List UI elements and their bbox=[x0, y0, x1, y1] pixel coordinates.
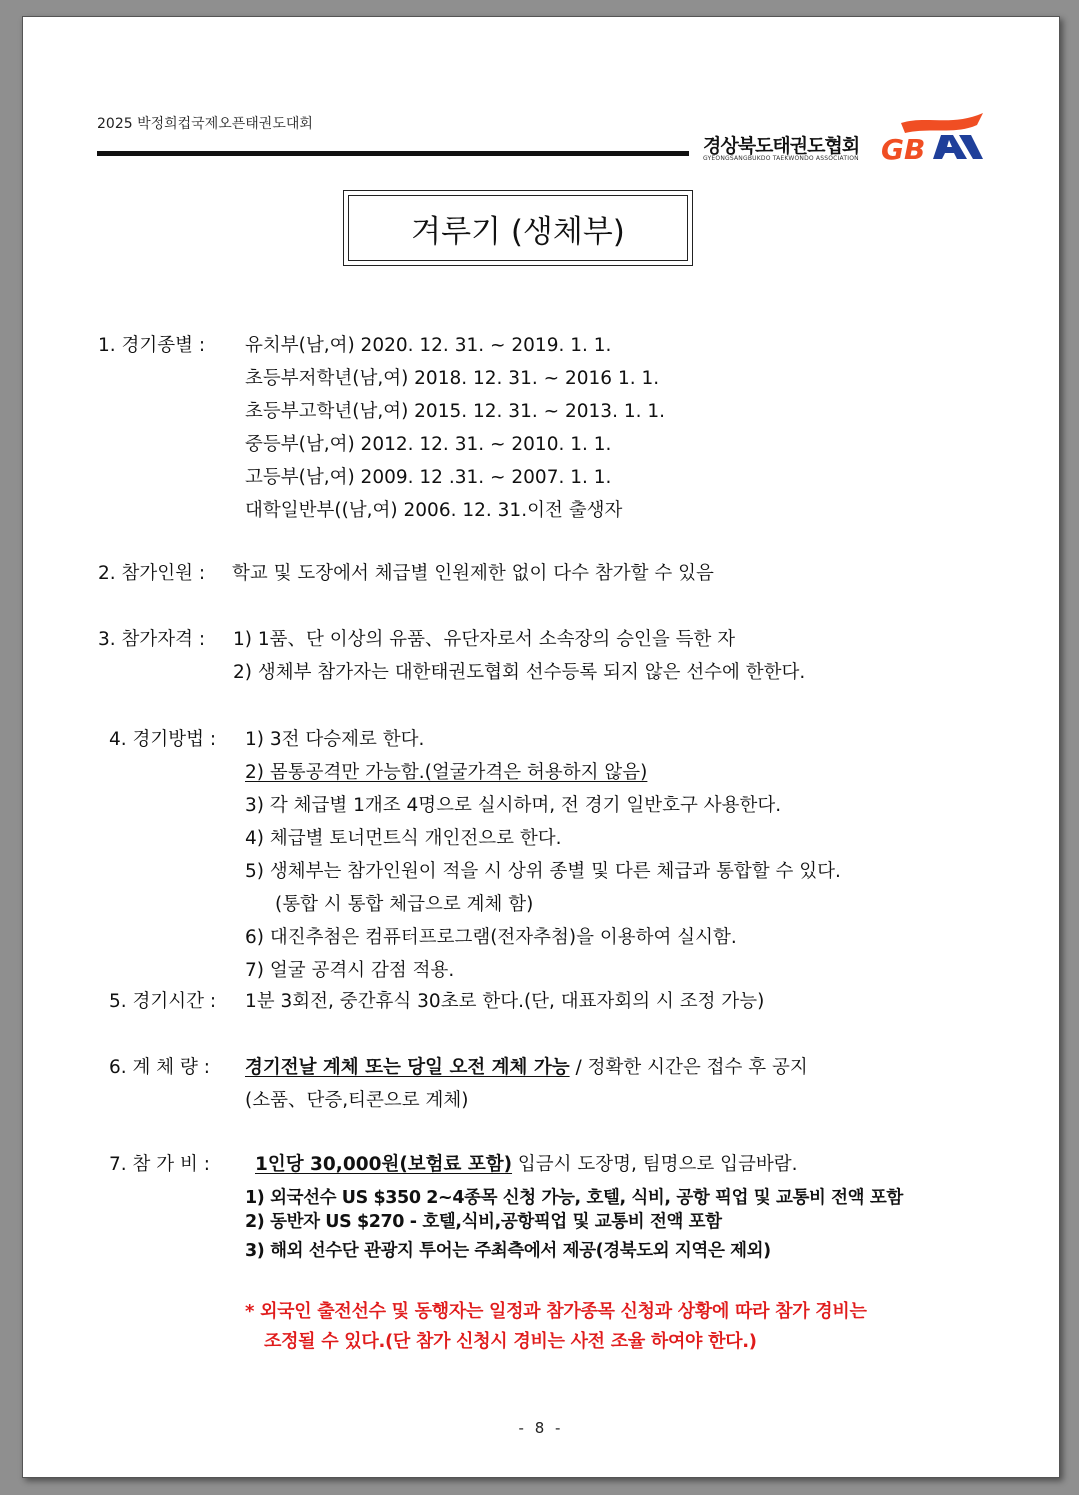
qualification-item: 1) 1품、단 이상의 유품、유단자로서 소속장의 승인을 득한 자 bbox=[233, 629, 736, 650]
fee-rest: 입금시 도장명, 팀명으로 입금바람. bbox=[512, 1154, 798, 1175]
fee-item: 2) 동반자 US $270 - 호텔,식비,공항픽업 및 교통비 전액 포함 bbox=[245, 1212, 722, 1232]
gbta-emblem-icon bbox=[871, 109, 989, 161]
method-item: 1) 3전 다승제로 한다. bbox=[245, 729, 425, 750]
header-rule bbox=[97, 151, 689, 156]
logo-english-name: GYEONGSANGBUKDO TAEKWONDO ASSOCIATION bbox=[703, 155, 859, 162]
division-row: 고등부(남,여) 2009. 12 .31. ~ 2007. 1. 1. bbox=[245, 467, 612, 488]
section-5-label: 5. 경기시간 : bbox=[109, 991, 217, 1012]
division-row: 초등부고학년(남,여) 2015. 12. 31. ~ 2013. 1. 1. bbox=[245, 401, 666, 422]
header-title: 2025 박정희컵국제오픈태권도대회 bbox=[97, 116, 313, 132]
weigh-in-emphasis: 경기전날 계체 또는 당일 오전 계체 가능 bbox=[245, 1057, 570, 1078]
fee-item: 1) 외국선수 US $350 2~4종목 신청 가능, 호텔, 식비, 공항 픽업 및 교통비 전액 포함 bbox=[245, 1188, 903, 1208]
method-item: 4) 체급별 토너먼트식 개인전으로 한다. bbox=[245, 828, 562, 849]
section-7-label: 7. 참 가 비 : bbox=[109, 1154, 211, 1175]
section-2-label: 2. 참가인원 : bbox=[98, 563, 206, 584]
section-2-text: 학교 및 도장에서 체급별 인원제한 없이 다수 참가할 수 있음 bbox=[232, 563, 714, 584]
division-row: 유치부(남,여) 2020. 12. 31. ~ 2019. 1. 1. bbox=[245, 335, 612, 356]
section-5-text: 1분 3회전, 중간휴식 30초로 한다.(단, 대표자회의 시 조정 가능) bbox=[245, 991, 765, 1012]
section-7-text bbox=[255, 1150, 798, 1176]
association-logo bbox=[703, 109, 988, 161]
method-item: 7) 얼굴 공격시 감점 적용. bbox=[245, 960, 455, 981]
section-4-label: 4. 경기방법 : bbox=[109, 729, 217, 750]
document-title: 겨루기 (생체부) bbox=[348, 195, 688, 261]
section-6-label: 6. 계 체 량 : bbox=[109, 1057, 211, 1078]
section-3-label: 3. 참가자격 : bbox=[98, 629, 206, 650]
notice-line-2: 조정될 수 있다.(단 참가 신청시 경비는 사전 조율 하여야 한다.) bbox=[264, 1331, 757, 1352]
qualification-item: 2) 생체부 참가자는 대한태권도협회 선수등록 되지 않은 선수에 한한다. bbox=[233, 662, 806, 683]
fee-emphasis: 1인당 30,000원(보험료 포함) bbox=[255, 1154, 513, 1175]
method-item: 5) 생체부는 참가인원이 적을 시 상위 종별 및 다른 체급과 통합할 수 있다. bbox=[245, 861, 841, 882]
notice-line-1: * 외국인 출전선수 및 동행자는 일정과 참가종목 신청과 상황에 따라 참가 경비는 bbox=[245, 1301, 867, 1322]
document-title-box bbox=[343, 190, 693, 266]
method-item: 3) 각 체급별 1개조 4명으로 실시하며, 전 경기 일반호구 사용한다. bbox=[245, 795, 782, 816]
method-item: 6) 대진추첨은 컴퓨터프로그램(전자추첨)을 이용하여 실시함. bbox=[245, 927, 737, 948]
weigh-in-note: (소품、단증,티콘으로 계체) bbox=[245, 1090, 469, 1111]
method-item-emphasis: 2) 몸통공격만 가능함.(얼굴가격은 허용하지 않음) bbox=[245, 762, 648, 783]
fee-item: 3) 해외 선수단 관광지 투어는 주최측에서 제공(경북도외 지역은 제외) bbox=[245, 1241, 771, 1261]
document-page bbox=[22, 16, 1060, 1478]
division-row: 대학일반부((남,여) 2006. 12. 31.이전 출생자 bbox=[245, 500, 623, 521]
page-number: - 8 - bbox=[518, 1419, 564, 1437]
division-row: 중등부(남,여) 2012. 12. 31. ~ 2010. 1. 1. bbox=[245, 434, 612, 455]
section-6-text bbox=[245, 1053, 808, 1079]
division-row: 초등부저학년(남,여) 2018. 12. 31. ~ 2016 1. 1. bbox=[245, 368, 660, 389]
logo-mark-text: GB bbox=[881, 133, 926, 161]
logo-korean-name: 경상북도태권도협회 bbox=[703, 135, 860, 157]
section-1-label: 1. 경기종별 : bbox=[98, 335, 206, 356]
method-item-note: (통합 시 통합 체급으로 계체 함) bbox=[275, 894, 534, 915]
weigh-in-rest: / 정확한 시간은 접수 후 공지 bbox=[569, 1057, 808, 1078]
